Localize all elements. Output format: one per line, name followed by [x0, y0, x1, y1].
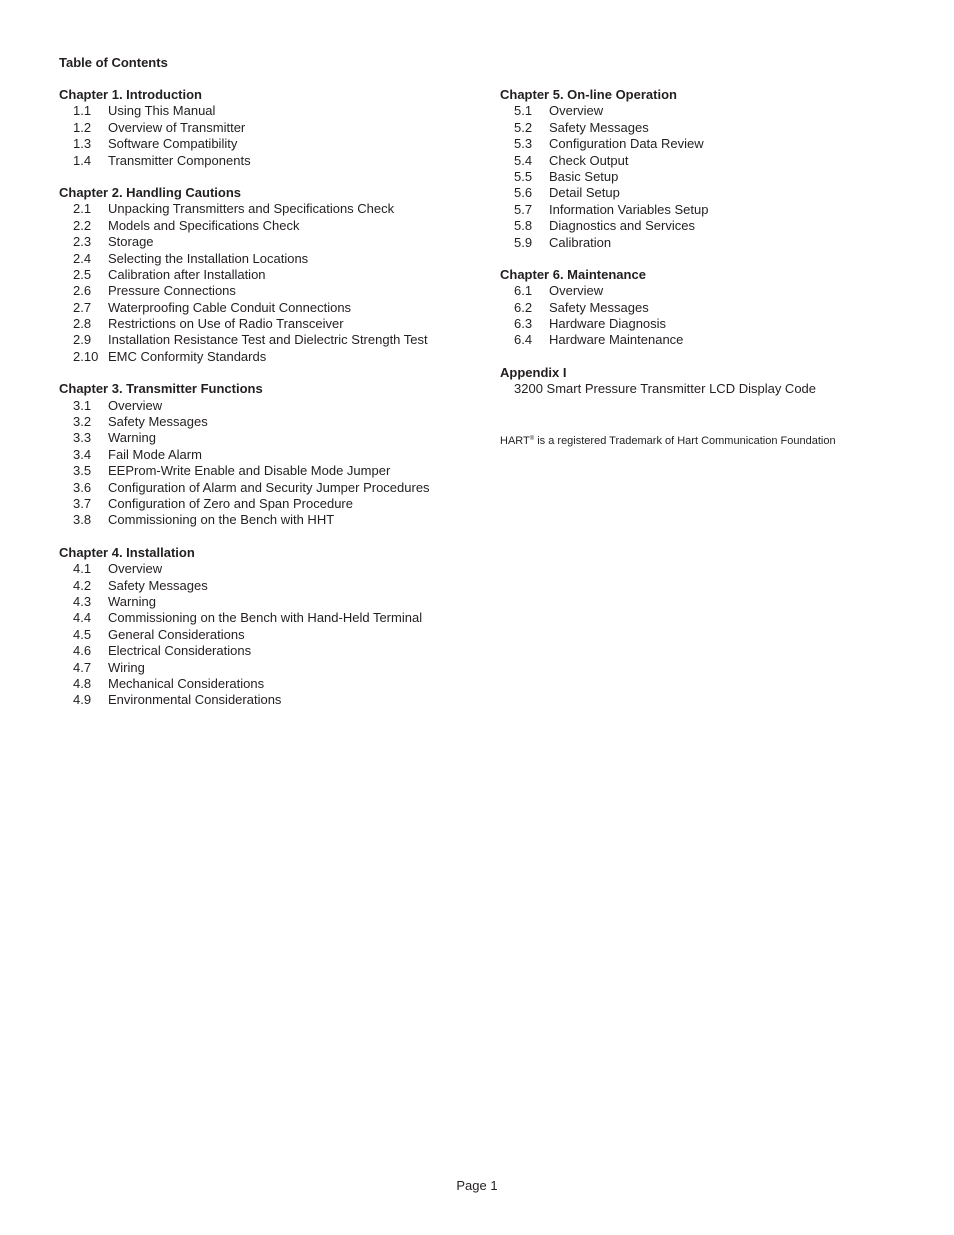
section-title: Warning — [108, 593, 156, 609]
section-entry — [59, 676, 479, 692]
chapter-4 — [59, 545, 479, 709]
section-entry — [500, 332, 920, 348]
section-entry — [59, 610, 479, 626]
appendix-entry: 3200 Smart Pressure Transmitter LCD Display Code — [514, 381, 817, 397]
section-entry — [59, 414, 479, 430]
section-entry — [500, 316, 920, 332]
section-number: 4.4 — [73, 610, 92, 626]
page-number: Page 1 — [456, 1178, 498, 1193]
section-title: Diagnostics and Services — [549, 218, 695, 234]
appendix-1 — [500, 365, 920, 398]
chapter-1 — [59, 87, 479, 169]
section-entry — [59, 594, 479, 610]
section-number: 5.1 — [514, 103, 533, 119]
section-title: Calibration after Installation — [108, 266, 266, 282]
section-number: 2.8 — [73, 316, 92, 332]
section-number: 3.7 — [73, 495, 92, 511]
section-title: Overview — [108, 397, 163, 413]
section-entry — [59, 660, 479, 676]
section-number: 6.4 — [514, 332, 533, 348]
appendix-heading: Appendix I — [500, 364, 567, 380]
section-entry — [59, 463, 479, 479]
section-entry — [59, 480, 479, 496]
section-title: Fail Mode Alarm — [108, 446, 202, 462]
section-title: Transmitter Components — [108, 152, 251, 168]
section-title: Unpacking Transmitters and Specifications Check — [108, 201, 395, 217]
section-number: 4.8 — [73, 675, 92, 691]
section-title: Restrictions on Use of Radio Transceiver — [108, 316, 344, 332]
section-number: 3.8 — [73, 512, 92, 528]
section-number: 5.4 — [514, 152, 533, 168]
section-entry — [59, 349, 479, 365]
chapter-6 — [500, 267, 920, 349]
section-number: 4.1 — [73, 561, 92, 577]
section-number: 2.4 — [73, 250, 92, 266]
toc-title: Table of Contents — [59, 55, 168, 70]
section-entry — [59, 447, 479, 463]
section-entry — [59, 251, 479, 267]
section-title: Warning — [108, 430, 156, 446]
section-entry — [59, 578, 479, 594]
section-entry — [59, 283, 479, 299]
section-entry — [59, 316, 479, 332]
registered-symbol: ® — [529, 436, 535, 442]
section-number: 3.4 — [73, 446, 92, 462]
section-title: Overview — [549, 283, 604, 299]
section-number: 4.2 — [73, 577, 92, 593]
section-number: 3.6 — [73, 479, 92, 495]
section-entry — [500, 136, 920, 152]
section-title: Software Compatibility — [108, 136, 238, 152]
section-title: Using This Manual — [108, 103, 216, 119]
section-number: 5.7 — [514, 201, 533, 217]
section-entry — [59, 398, 479, 414]
section-number: 2.2 — [73, 217, 92, 233]
section-number: 2.10 — [73, 348, 99, 364]
chapter-heading: Chapter 4. Installation — [59, 544, 195, 560]
section-entry — [59, 430, 479, 446]
section-title: Overview of Transmitter — [108, 119, 246, 135]
section-entry — [59, 234, 479, 250]
section-entry — [59, 627, 479, 643]
section-title: Commissioning on the Bench with HHT — [108, 512, 335, 528]
section-title: Electrical Considerations — [108, 643, 252, 659]
section-entry — [59, 218, 479, 234]
section-title: Commissioning on the Bench with Hand-Held Terminal — [108, 610, 423, 626]
section-number: 1.1 — [73, 103, 92, 119]
section-entry — [500, 120, 920, 136]
section-entry — [500, 283, 920, 299]
section-entry — [500, 235, 920, 251]
section-number: 5.6 — [514, 185, 533, 201]
section-entry — [500, 153, 920, 169]
section-number: 4.9 — [73, 692, 92, 708]
section-number: 3.3 — [73, 430, 92, 446]
section-entry — [59, 120, 479, 136]
section-title: Overview — [549, 103, 604, 119]
section-title: Calibration — [549, 234, 612, 250]
section-number: 2.3 — [73, 234, 92, 250]
section-title: Storage — [108, 234, 154, 250]
section-entry — [59, 643, 479, 659]
section-title: Environmental Considerations — [108, 692, 282, 708]
section-entry — [59, 561, 479, 577]
section-title: Overview — [108, 561, 163, 577]
section-number: 2.5 — [73, 266, 92, 282]
toc-right-column — [500, 87, 920, 414]
section-number: 4.3 — [73, 593, 92, 609]
section-title: Safety Messages — [108, 414, 208, 430]
chapter-5 — [500, 87, 920, 251]
section-entry — [59, 692, 479, 708]
section-number: 2.9 — [73, 332, 92, 348]
section-number: 4.6 — [73, 643, 92, 659]
section-entry — [59, 300, 479, 316]
section-entry — [500, 185, 920, 201]
section-title: Waterproofing Cable Conduit Connections — [108, 299, 352, 315]
section-entry — [59, 136, 479, 152]
chapter-2 — [59, 185, 479, 365]
section-title: Configuration of Alarm and Security Jumper Procedures — [108, 479, 430, 495]
section-number: 5.5 — [514, 168, 533, 184]
trademark-notice — [500, 432, 836, 448]
trademark-mark: HART — [500, 435, 530, 447]
section-title: Selecting the Installation Locations — [108, 250, 309, 266]
chapter-3 — [59, 381, 479, 529]
section-number: 3.1 — [73, 397, 92, 413]
chapter-heading: Chapter 2. Handling Cautions — [59, 184, 242, 200]
section-number: 5.9 — [514, 234, 533, 250]
section-title: Safety Messages — [549, 299, 649, 315]
section-entry — [59, 103, 479, 119]
section-number: 6.2 — [514, 299, 533, 315]
section-title: Mechanical Considerations — [108, 675, 265, 691]
section-entry — [59, 512, 479, 528]
section-number: 2.7 — [73, 299, 92, 315]
section-title: Wiring — [108, 659, 145, 675]
section-title: Check Output — [549, 152, 629, 168]
section-entry — [500, 218, 920, 234]
section-number: 6.3 — [514, 316, 533, 332]
section-number: 5.8 — [514, 218, 533, 234]
section-title: Detail Setup — [549, 185, 620, 201]
chapter-heading: Chapter 1. Introduction — [59, 87, 202, 102]
section-title: Models and Specifications Check — [108, 217, 300, 233]
section-title: General Considerations — [108, 626, 245, 642]
section-title: Installation Resistance Test and Dielectric Strength Test — [108, 332, 428, 348]
section-number: 6.1 — [514, 283, 533, 299]
section-number: 1.4 — [73, 152, 92, 168]
section-entry — [59, 153, 479, 169]
section-title: Safety Messages — [108, 577, 208, 593]
chapter-heading: Chapter 3. Transmitter Functions — [59, 381, 263, 397]
chapter-heading: Chapter 6. Maintenance — [500, 266, 646, 282]
section-entry — [500, 103, 920, 119]
section-entry — [500, 202, 920, 218]
section-number: 5.3 — [514, 136, 533, 152]
section-title: EEProm-Write Enable and Disable Mode Jumper — [108, 463, 391, 479]
section-number: 4.5 — [73, 626, 92, 642]
section-title: Safety Messages — [549, 119, 649, 135]
section-number: 1.2 — [73, 119, 92, 135]
section-title: Hardware Diagnosis — [549, 316, 667, 332]
section-title: Pressure Connections — [108, 283, 236, 299]
trademark-text: is a registered Trademark of Hart Communication Foundation — [534, 435, 836, 447]
section-number: 1.3 — [73, 136, 92, 152]
section-number: 2.6 — [73, 283, 92, 299]
section-title: EMC Conformity Standards — [108, 348, 267, 364]
chapter-heading: Chapter 5. On-line Operation — [500, 87, 677, 102]
section-entry — [59, 267, 479, 283]
toc-left-column — [59, 87, 479, 725]
section-number: 3.2 — [73, 414, 92, 430]
section-title: Information Variables Setup — [549, 201, 709, 217]
section-entry — [500, 300, 920, 316]
section-title: Configuration of Zero and Span Procedure — [108, 495, 353, 511]
section-entry — [59, 201, 479, 217]
section-number: 5.2 — [514, 119, 533, 135]
section-title: Configuration Data Review — [549, 136, 704, 152]
section-title: Hardware Maintenance — [549, 332, 684, 348]
section-number: 4.7 — [73, 659, 92, 675]
section-entry — [500, 169, 920, 185]
section-title: Basic Setup — [549, 168, 619, 184]
section-number: 2.1 — [73, 201, 92, 217]
section-entry — [59, 496, 479, 512]
section-number: 3.5 — [73, 463, 92, 479]
section-entry — [59, 332, 479, 348]
